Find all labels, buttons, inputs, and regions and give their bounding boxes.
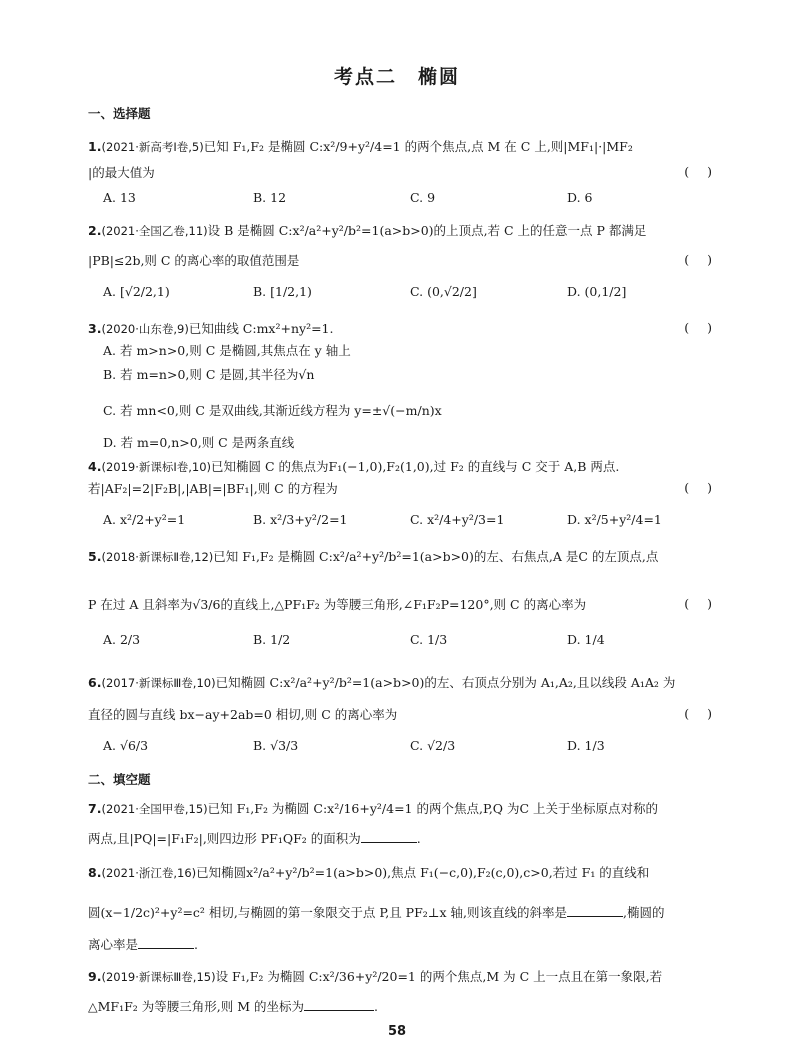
question-number: 6. (88, 675, 102, 690)
answer-paren: () (684, 164, 730, 179)
question-stem-continued: 直径的圆与直线 bx−ay+2ab=0 相切,则 C 的离心率为 (88, 707, 398, 722)
option-b: B. [1/2,1) (253, 284, 312, 299)
question-2-line2 (88, 252, 724, 270)
question-4-line2 (88, 480, 724, 498)
question-stem-continued: △MF₁F₂ 为等腰三角形,则 M 的坐标为 (88, 999, 304, 1014)
answer-paren: () (684, 320, 730, 335)
question-3 (88, 320, 724, 338)
option-c: C. √2/3 (410, 738, 456, 753)
question-2 (88, 222, 724, 240)
question-6-line2 (88, 706, 724, 724)
option-a: A. 13 (103, 190, 136, 205)
answer-paren: () (684, 480, 730, 495)
options-row (103, 628, 724, 660)
option-d: D. 6 (567, 190, 593, 205)
question-8 (88, 864, 724, 882)
page-number: 58 (387, 1024, 407, 1039)
question-stem: 已知椭圆 C 的焦点为F₁(−1,0),F₂(1,0),过 F₂ 的直线与 C 交于 A,B 两点. (211, 459, 620, 474)
option-a: A. √6/3 (103, 738, 149, 753)
option-b: B. 1/2 (253, 632, 291, 647)
question-number: 2. (88, 223, 102, 238)
question-stem: 已知 F₁,F₂ 是椭圆 C:x²/a²+y²/b²=1(a>b>0)的左、右焦点,A 是C 的左顶点,点 (213, 549, 659, 564)
options-row (103, 734, 724, 766)
question-9 (88, 968, 724, 986)
section-heading-fill: 二、填空题 (88, 772, 151, 787)
option-d: D. 若 m=0,n>0,则 C 是两条直线 (103, 435, 295, 450)
answer-blank[interactable] (304, 999, 374, 1011)
option-c: C. x²/4+y²/3=1 (410, 512, 505, 527)
option-a: A. [√2/2,1) (103, 284, 170, 299)
option-a: A. x²/2+y²=1 (103, 512, 186, 527)
question-6 (88, 674, 724, 692)
question-1-line2 (88, 164, 724, 182)
question-stem: 设 B 是椭圆 C:x²/a²+y²/b²=1(a>b>0)的上顶点,若 C 上的任意一点 P 都满足 (207, 223, 647, 238)
option-b: B. 若 m=n>0,则 C 是圆,其半径为√n (103, 367, 315, 382)
question-stem-continued: |PB|≤2b,则 C 的离心率的取值范围是 (88, 253, 300, 268)
question-7 (88, 800, 724, 818)
question-number: 4. (88, 459, 102, 474)
answer-blank[interactable] (138, 937, 194, 949)
question-stem-continued: 圆(x−1/2c)²+y²=c² 相切,与椭圆的第一象限交于点 P,且 PF₂⊥x 轴,则该直线的斜率是 (88, 905, 568, 920)
option-c: C. 9 (410, 190, 436, 205)
question-source: (2019·新课标Ⅰ卷,10) (101, 460, 212, 474)
question-source: (2021·浙江卷,16) (101, 866, 197, 880)
option-c: C. 若 mn<0,则 C 是双曲线,其渐近线方程为 y=±√(−m/n)x (103, 403, 442, 418)
question-4 (88, 458, 724, 476)
question-number: 1. (88, 139, 102, 154)
section-heading-choice: 一、选择题 (88, 106, 151, 121)
question-stem-continued: 离心率是 (88, 937, 139, 952)
option-d: D. x²/5+y²/4=1 (567, 512, 662, 527)
question-8-line3: 离心率是 . (88, 937, 198, 952)
question-stem-continued: 若|AF₂|=2|F₂B|,|AB|=|BF₁|,则 C 的方程为 (88, 481, 338, 496)
answer-blank[interactable] (361, 831, 417, 843)
option-b: B. x²/3+y²/2=1 (253, 512, 348, 527)
question-number: 9. (88, 969, 102, 984)
answer-paren: () (684, 706, 730, 721)
question-source: (2021·全国甲卷,15) (101, 802, 208, 816)
question-5-line2 (88, 596, 724, 614)
question-source: (2020·山东卷,9) (101, 322, 189, 336)
question-stem: 已知 F₁,F₂ 为椭圆 C:x²/16+y²/4=1 的两个焦点,P,Q 为C 上关于坐标原点对称的 (207, 801, 659, 816)
option-c: C. 1/3 (410, 632, 448, 647)
question-source: (2021·新高考Ⅰ卷,5) (101, 140, 204, 154)
question-source: (2017·新课标Ⅲ卷,10) (101, 676, 216, 690)
question-number: 7. (88, 801, 102, 816)
option-d: D. 1/4 (567, 632, 605, 647)
question-stem-continued: P 在过 A 且斜率为√3/6的直线上,△PF₁F₂ 为等腰三角形,∠F₁F₂P=120°,则 C 的离心率为 (88, 597, 587, 612)
option-a: A. 2/3 (103, 632, 141, 647)
page-title: 考点二 椭圆 (333, 66, 460, 88)
question-8-line2 (88, 904, 724, 922)
option-c: C. (0,√2/2] (410, 284, 477, 299)
option-b: B. 12 (253, 190, 287, 205)
question-stem: 已知 F₁,F₂ 是椭圆 C:x²/9+y²/4=1 的两个焦点,点 M 在 C 上,则|MF₁|·|MF₂ (203, 139, 633, 154)
question-9-line2: △MF₁F₂ 为等腰三角形,则 M 的坐标为 . (88, 999, 378, 1014)
question-source: (2019·新课标Ⅲ卷,15) (101, 970, 216, 984)
options-row (103, 280, 724, 312)
question-stem-continued: |的最大值为 (88, 165, 155, 180)
question-stem: 设 F₁,F₂ 为椭圆 C:x²/36+y²/20=1 的两个焦点,M 为 C 上一点且在第一象限,若 (215, 969, 663, 984)
option-d: D. 1/3 (567, 738, 605, 753)
options-row (103, 186, 724, 218)
question-stem: 已知椭圆 C:x²/a²+y²/b²=1(a>b>0)的左、右顶点分别为 A₁,A₂,且以线段 A₁A₂ 为 (215, 675, 676, 690)
question-number: 3. (88, 321, 102, 336)
question-stem-continued-b: ,椭圆的 (623, 905, 665, 920)
question-5 (88, 548, 724, 566)
question-stem-continued: 两点,且|PQ|=|F₁F₂|,则四边形 PF₁QF₂ 的面积为 (88, 831, 361, 846)
question-number: 8. (88, 865, 102, 880)
option-d: D. (0,1/2] (567, 284, 627, 299)
answer-paren: () (684, 596, 730, 611)
option-b: B. √3/3 (253, 738, 299, 753)
answer-paren: () (684, 252, 730, 267)
options-row (103, 508, 724, 540)
answer-blank[interactable] (567, 905, 623, 917)
question-source: (2018·新课标Ⅱ卷,12) (101, 550, 214, 564)
option-a: A. 若 m>n>0,则 C 是椭圆,其焦点在 y 轴上 (103, 343, 351, 358)
question-stem: 已知曲线 C:mx²+ny²=1. (188, 321, 334, 336)
question-7-line2: 两点,且|PQ|=|F₁F₂|,则四边形 PF₁QF₂ 的面积为 . (88, 831, 421, 846)
question-number: 5. (88, 549, 102, 564)
question-source: (2021·全国乙卷,11) (101, 224, 208, 238)
question-1 (88, 138, 724, 156)
question-stem: 已知椭圆x²/a²+y²/b²=1(a>b>0),焦点 F₁(−c,0),F₂(c,0),c>0,若过 F₁ 的直线和 (196, 865, 650, 880)
